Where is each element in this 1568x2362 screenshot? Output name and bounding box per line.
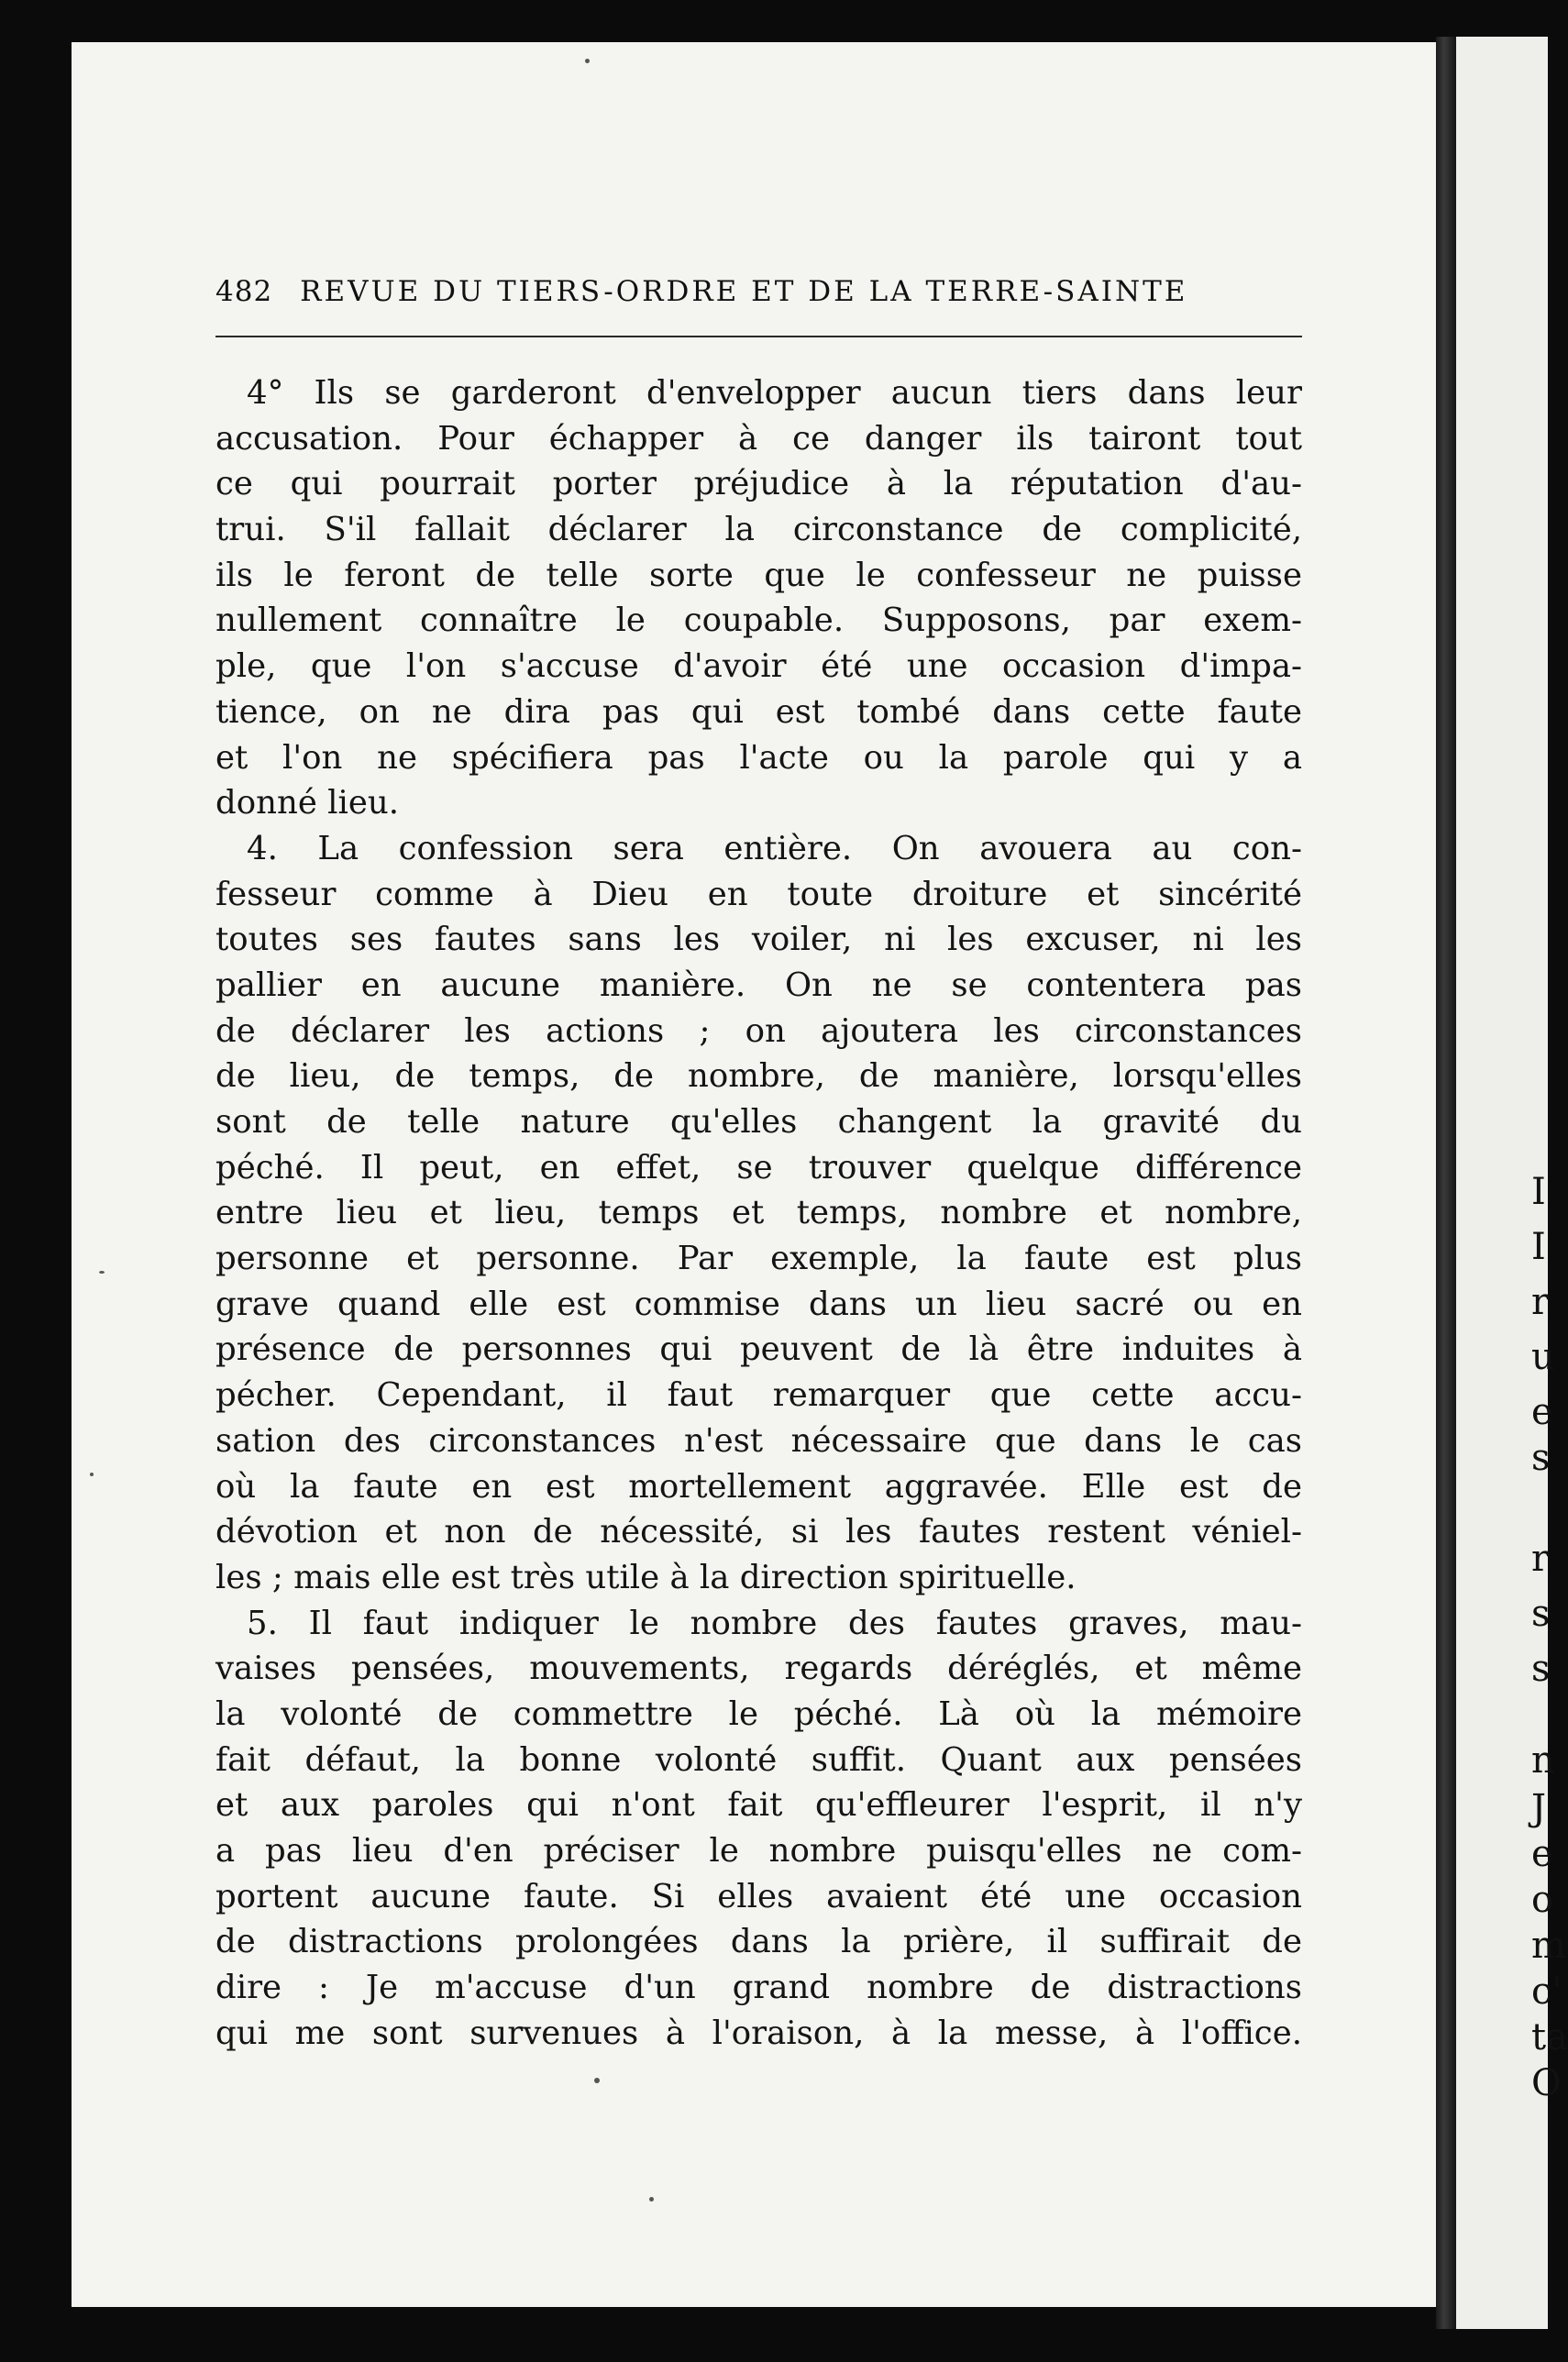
text-line: 5. Il faut indiquer le nombre des fautes graves, mau- <box>247 1604 1302 1642</box>
text-line: fesseur comme à Dieu en toute droiture et sincérité <box>215 875 1302 913</box>
edge-letter: o <box>1531 1879 1554 1921</box>
text-line: nullement connaître le coupable. Supposons, par exem- <box>215 602 1302 640</box>
text-line: 4. La confession sera entière. On avouera au con- <box>247 829 1302 867</box>
edge-letter: e <box>1531 1391 1553 1433</box>
text-line: de déclarer les actions ; on ajoutera les circonstances <box>215 1011 1302 1050</box>
text-line: pécher. Cependant, il faut remarquer que cette accu- <box>215 1376 1302 1415</box>
running-title: REVUE DU TIERS-ORDRE ET DE LA TERRE-SAINTE <box>300 275 1188 308</box>
text-line: présence de personnes qui peuvent de là être induites à <box>215 1330 1302 1369</box>
print-speck <box>99 1271 105 1274</box>
header-rule <box>215 336 1302 337</box>
edge-letter: u <box>1531 1336 1555 1378</box>
text-line: et l'on ne spécifiera pas l'acte ou la parole qui y a <box>215 738 1302 777</box>
text-line: de distractions prolongées dans la prière, il suffirait de <box>215 1923 1302 1961</box>
text-line: la volonté de commettre le péché. Là où la mémoire <box>215 1694 1302 1733</box>
edge-letter: r <box>1531 1538 1550 1580</box>
text-line: les ; mais elle est très utile à la direction spirituelle. <box>215 1558 1077 1596</box>
text-line: et aux paroles qui n'ont fait qu'effleurer l'esprit, il n'y <box>215 1786 1302 1825</box>
edge-letter: I <box>1531 1171 1546 1213</box>
body-text <box>215 370 1302 2056</box>
running-header <box>215 275 1302 308</box>
text-line: sation des circonstances n'est nécessaire que dans le cas <box>215 1421 1302 1460</box>
text-line: qui me sont survenues à l'oraison, à la messe, à l'office. <box>215 2014 1302 2052</box>
edge-letter: J <box>1531 1787 1547 1829</box>
edge-letter: s <box>1531 1648 1551 1690</box>
text-line: ils le feront de telle sorte que le confesseur ne puisse <box>215 556 1302 594</box>
text-line: où la faute en est mortellement aggravée. Elle est de <box>215 1467 1302 1506</box>
text-line: sont de telle nature qu'elles changent la gravité du <box>215 1103 1302 1141</box>
text-line: toutes ses fautes sans les voiler, ni les excuser, ni les <box>215 921 1302 959</box>
text-line: accusation. Pour échapper à ce danger ils tairont tout <box>215 419 1302 458</box>
text-line: a pas lieu d'en préciser le nombre puisqu'elles ne com- <box>215 1832 1302 1870</box>
text-line: pallier en aucune manière. On ne se contentera pas <box>215 966 1302 1004</box>
edge-letter: I <box>1531 1226 1546 1268</box>
text-line: 4° Ils se garderont d'envelopper aucun tiers dans leur <box>247 374 1302 412</box>
text-line: ple, que l'on s'accuse d'avoir été une occasion d'impa- <box>215 647 1302 686</box>
text-line: vaises pensées, mouvements, regards déréglés, et même <box>215 1650 1302 1688</box>
print-speck <box>649 2197 654 2202</box>
text-line: ce qui pourrait porter préjudice à la réputation d'au- <box>215 465 1302 503</box>
edge-letter: m <box>1531 1925 1566 1967</box>
edge-letter: e <box>1531 1833 1553 1875</box>
text-line: donné lieu. <box>215 784 399 822</box>
text-line: tience, on ne dira pas qui est tombé dans cette faute <box>215 692 1302 731</box>
print-speck <box>585 59 590 63</box>
text-line: dévotion et non de nécessité, si les fautes restent véniel- <box>215 1513 1302 1551</box>
print-speck <box>90 1473 94 1476</box>
edge-letter: n <box>1531 1739 1555 1782</box>
text-line: portent aucune faute. Si elles avaient été une occasion <box>215 1877 1302 1915</box>
text-line: péché. Il peut, en effet, se trouver quelque différence <box>215 1148 1302 1187</box>
edge-letter: c' <box>1531 1970 1562 2013</box>
book-spine <box>1436 37 1456 2329</box>
text-line: entre lieu et lieu, temps et temps, nombre et nombre, <box>215 1194 1302 1232</box>
text-line: dire : Je m'accuse d'un grand nombre de distractions <box>215 1969 1302 2007</box>
text-line: grave quand elle est commise dans un lieu sacré ou en <box>215 1285 1302 1323</box>
text-line: de lieu, de temps, de nombre, de manière, lorsqu'elles <box>215 1057 1302 1096</box>
text-line: fait défaut, la bonne volonté suffit. Quant aux pensées <box>215 1740 1302 1779</box>
page-number: 482 <box>215 275 273 308</box>
edge-letter: O <box>1531 2062 1562 2104</box>
edge-letter: s <box>1531 1437 1551 1479</box>
text-line: personne et personne. Par exemple, la faute est plus <box>215 1240 1302 1278</box>
print-speck <box>594 2078 600 2083</box>
next-page-edge <box>1456 37 1568 2329</box>
edge-letter: s <box>1531 1593 1551 1635</box>
edge-letter: ta <box>1531 2016 1568 2058</box>
edge-letter: r <box>1531 1281 1550 1323</box>
text-line: trui. S'il fallait déclarer la circonstance de complicité, <box>215 511 1302 549</box>
